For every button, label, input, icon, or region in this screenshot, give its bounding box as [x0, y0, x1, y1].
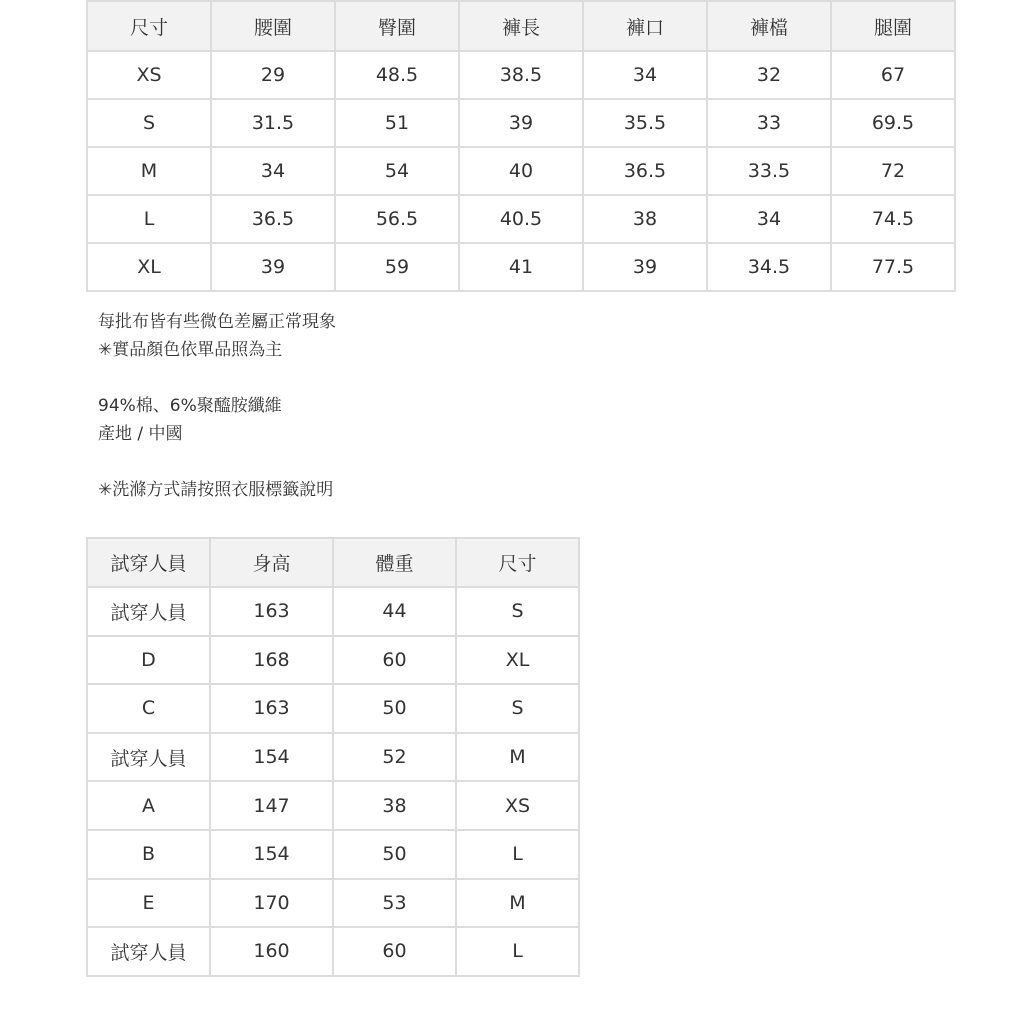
table-cell: XL: [456, 636, 579, 685]
header-cell: 腰圍: [211, 1, 335, 51]
header-cell: 褲口: [583, 1, 707, 51]
table-row: [87, 684, 579, 733]
color-variance-note: 每批布皆有些微色差屬正常現象: [98, 312, 336, 332]
header-cell: 褲檔: [707, 1, 831, 51]
material-composition: 94%棉、6%聚醯胺纖維: [98, 396, 282, 416]
table-cell: 147: [210, 781, 333, 830]
table-cell: 34: [583, 51, 707, 99]
product-notes: [98, 308, 336, 504]
table-row: [87, 51, 955, 99]
table-row: [87, 636, 579, 685]
table-cell: 29: [211, 51, 335, 99]
table-cell: 59: [335, 243, 459, 291]
table-cell: 31.5: [211, 99, 335, 147]
table-cell: 34: [211, 147, 335, 195]
table-cell: 50: [333, 830, 456, 879]
table-cell: S: [87, 99, 211, 147]
header-cell: 身高: [210, 538, 333, 587]
table-cell: 33.5: [707, 147, 831, 195]
table-cell: 160: [210, 927, 333, 976]
spacer: [98, 448, 336, 476]
table-row: [87, 781, 579, 830]
washing-instructions-note: ✳洗滌方式請按照衣服標籤說明: [98, 480, 334, 500]
table-cell: L: [456, 927, 579, 976]
header-cell: 尺寸: [87, 1, 211, 51]
table-cell: 72: [831, 147, 955, 195]
table-cell: 74.5: [831, 195, 955, 243]
table-cell: 163: [210, 684, 333, 733]
table-cell: XL: [87, 243, 211, 291]
color-reference-note: ✳實品顏色依單品照為主: [98, 340, 283, 360]
size-chart-table: [86, 0, 956, 292]
table-cell: 50: [333, 684, 456, 733]
table-cell: 69.5: [831, 99, 955, 147]
table-cell: 77.5: [831, 243, 955, 291]
table-row: [87, 830, 579, 879]
table-cell: 38: [583, 195, 707, 243]
table-cell: 60: [333, 636, 456, 685]
table-cell: 34: [707, 195, 831, 243]
table-cell: 53: [333, 879, 456, 928]
table-cell: 40.5: [459, 195, 583, 243]
table-cell: B: [87, 830, 210, 879]
table-cell: 39: [211, 243, 335, 291]
table-row: [87, 147, 955, 195]
table-cell: 41: [459, 243, 583, 291]
header-cell: 試穿人員: [87, 538, 210, 587]
size-chart-header-row: [87, 1, 955, 51]
table-cell: 67: [831, 51, 955, 99]
table-cell: 54: [335, 147, 459, 195]
header-cell: 體重: [333, 538, 456, 587]
table-cell: 154: [210, 733, 333, 782]
table-cell: 32: [707, 51, 831, 99]
table-cell: A: [87, 781, 210, 830]
table-cell: 39: [583, 243, 707, 291]
table-cell: 33: [707, 99, 831, 147]
table-row: [87, 99, 955, 147]
table-cell: 36.5: [211, 195, 335, 243]
table-cell: M: [87, 147, 211, 195]
table-cell: 試穿人員: [87, 927, 210, 976]
table-cell: 39: [459, 99, 583, 147]
table-row: [87, 243, 955, 291]
table-cell: S: [456, 684, 579, 733]
country-of-origin: 產地 / 中國: [98, 424, 183, 444]
table-row: [87, 879, 579, 928]
table-cell: S: [456, 587, 579, 636]
table-cell: XS: [456, 781, 579, 830]
header-cell: 臀圍: [335, 1, 459, 51]
table-cell: L: [456, 830, 579, 879]
table-cell: 試穿人員: [87, 587, 210, 636]
table-cell: 51: [335, 99, 459, 147]
table-cell: 154: [210, 830, 333, 879]
spacer: [98, 364, 336, 392]
table-row: [87, 927, 579, 976]
table-cell: 44: [333, 587, 456, 636]
table-cell: 40: [459, 147, 583, 195]
table-row: [87, 587, 579, 636]
fitting-model-table: [86, 537, 580, 977]
table-cell: C: [87, 684, 210, 733]
header-cell: 褲長: [459, 1, 583, 51]
table-cell: 56.5: [335, 195, 459, 243]
table-cell: 38.5: [459, 51, 583, 99]
table-cell: 34.5: [707, 243, 831, 291]
table-cell: 170: [210, 879, 333, 928]
fitting-model-header-row: [87, 538, 579, 587]
table-cell: XS: [87, 51, 211, 99]
table-cell: 168: [210, 636, 333, 685]
table-cell: 52: [333, 733, 456, 782]
table-cell: L: [87, 195, 211, 243]
table-cell: 60: [333, 927, 456, 976]
table-cell: M: [456, 733, 579, 782]
table-cell: 38: [333, 781, 456, 830]
table-cell: 163: [210, 587, 333, 636]
table-row: [87, 733, 579, 782]
table-cell: M: [456, 879, 579, 928]
header-cell: 腿圍: [831, 1, 955, 51]
header-cell: 尺寸: [456, 538, 579, 587]
table-cell: 35.5: [583, 99, 707, 147]
table-cell: E: [87, 879, 210, 928]
table-cell: 試穿人員: [87, 733, 210, 782]
table-cell: 36.5: [583, 147, 707, 195]
table-cell: D: [87, 636, 210, 685]
table-cell: 48.5: [335, 51, 459, 99]
table-row: [87, 195, 955, 243]
